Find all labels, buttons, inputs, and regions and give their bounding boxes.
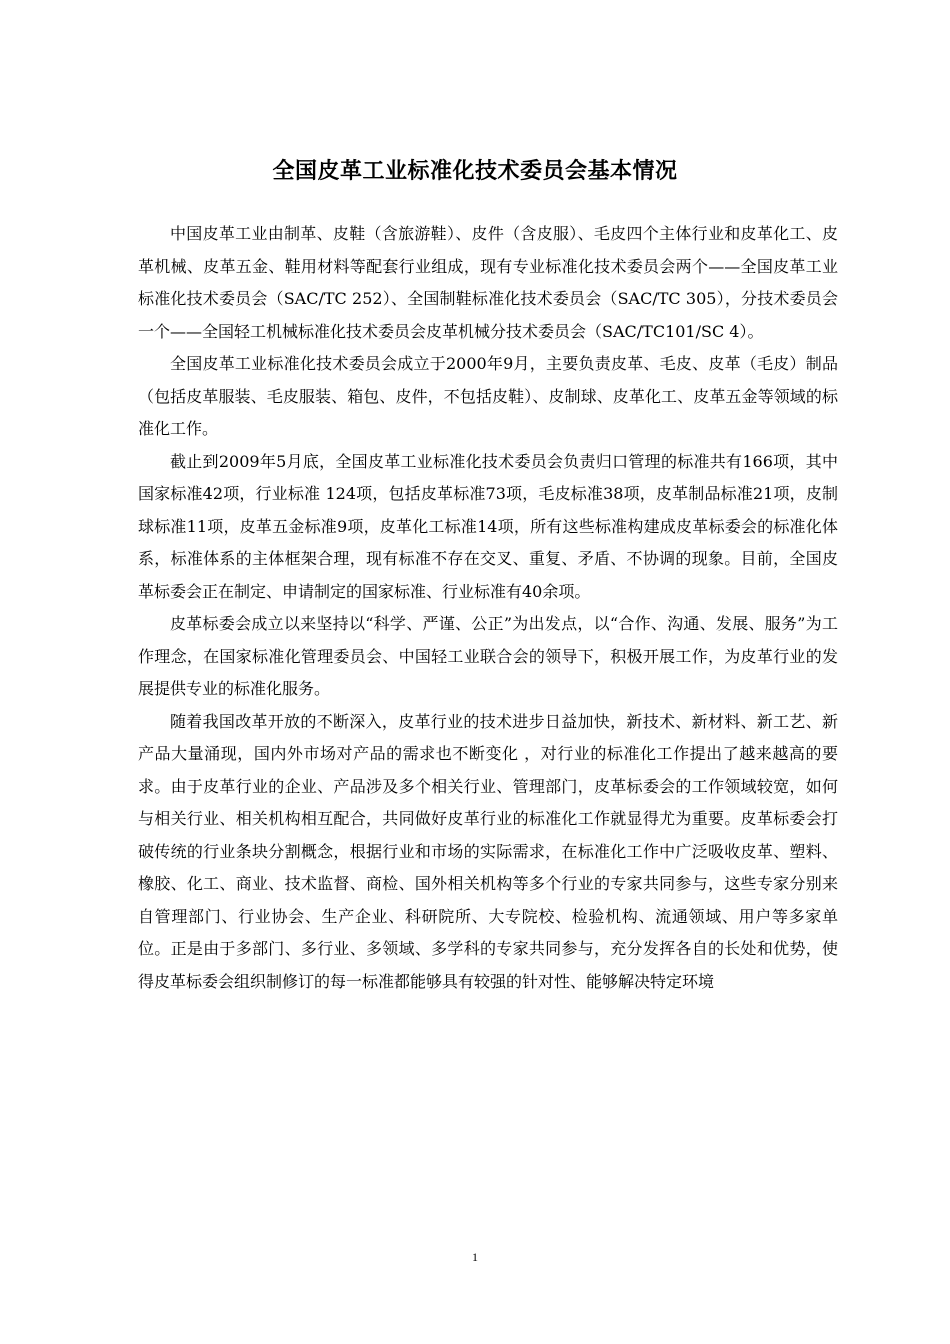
document-title: 全国皮革工业标准化技术委员会基本情况: [272, 159, 678, 184]
paragraph-industry-overview: 中国皮革工业由制革、皮鞋（含旅游鞋）、皮件（含皮服）、毛皮四个主体行业和皮革化工、皮革机械、皮革五金、鞋用材料等配套行业组成，现有专业标准化技术委员会两个——全国皮革工业标准化技术委员会（SAC/TC 252）、全国制鞋标准化技术委员会（SAC/TC 305），分技术委员会一个——全国轻工机械标准化技术委员会皮革机械分技术委员会（SAC/TC101/SC 4）。: [138, 224, 838, 341]
paragraph-work-principles: 皮革标委会成立以来坚持以“科学、严谨、公正”为出发点，以“合作、沟通、发展、服务”为工作理念，在国家标准化管理委员会、中国轻工业联合会的领导下，积极开展工作，为皮革行业的发展提供专业的标准化服务。: [138, 614, 838, 698]
document-body: [138, 218, 838, 998]
page-number: 1: [472, 1250, 478, 1264]
paragraph-standards-statistics: 截止到2009年5月底，全国皮革工业标准化技术委员会负责归口管理的标准共有166项，其中国家标准42项，行业标准 124项，包括皮革标准73项，毛皮标准38项，皮革制品标准21项，皮制球标准11项，皮革五金标准9项，皮革化工标准14项，所有这些标准构建成皮革标委会的标准化体系，标准体系的主体框架合理，现有标准不存在交叉、重复、矛盾、不协调的现象。目前，全国皮革标委会正在制定、申请制定的国家标准、行业标准有40余项。: [138, 451, 838, 601]
paragraph-expert-participation: 随着我国改革开放的不断深入，皮革行业的技术进步日益加快，新技术、新材料、新工艺、新产品大量涌现，国内外市场对产品的需求也不断变化 ，对行业的标准化工作提出了越来越高的要求。由于皮革行业的企业、产品涉及多个相关行业、管理部门，皮革标委会的工作领域较宽，如何与相关行业、相关机构相互配合，共同做好皮革行业的标准化工作就显得尤为重要。皮革标委会打破传统的行业条块分割概念，根据行业和市场的实际需求，在标准化工作中广泛吸收皮革、塑料、橡胶、化工、商业、技术监督、商检、国外相关机构等多个行业的专家共同参与，这些专家分别来自管理部门、行业协会、生产企业、科研院所、大专院校、检验机构、流通领域、用户等多家单位。正是由于多部门、多行业、多领域、多学科的专家共同参与，充分发挥各自的长处和优势，使得皮革标委会组织制修订的每一标准都能够具有较强的针对性、能够解决特定环境: [138, 711, 838, 991]
paragraph-committee-founding: 全国皮革工业标准化技术委员会成立于2000年9月，主要负责皮革、毛皮、皮革（毛皮）制品（包括皮革服装、毛皮服装、箱包、皮件，不包括皮鞋）、皮制球、皮革化工、皮革五金等领域的标准化工作。: [138, 354, 838, 438]
